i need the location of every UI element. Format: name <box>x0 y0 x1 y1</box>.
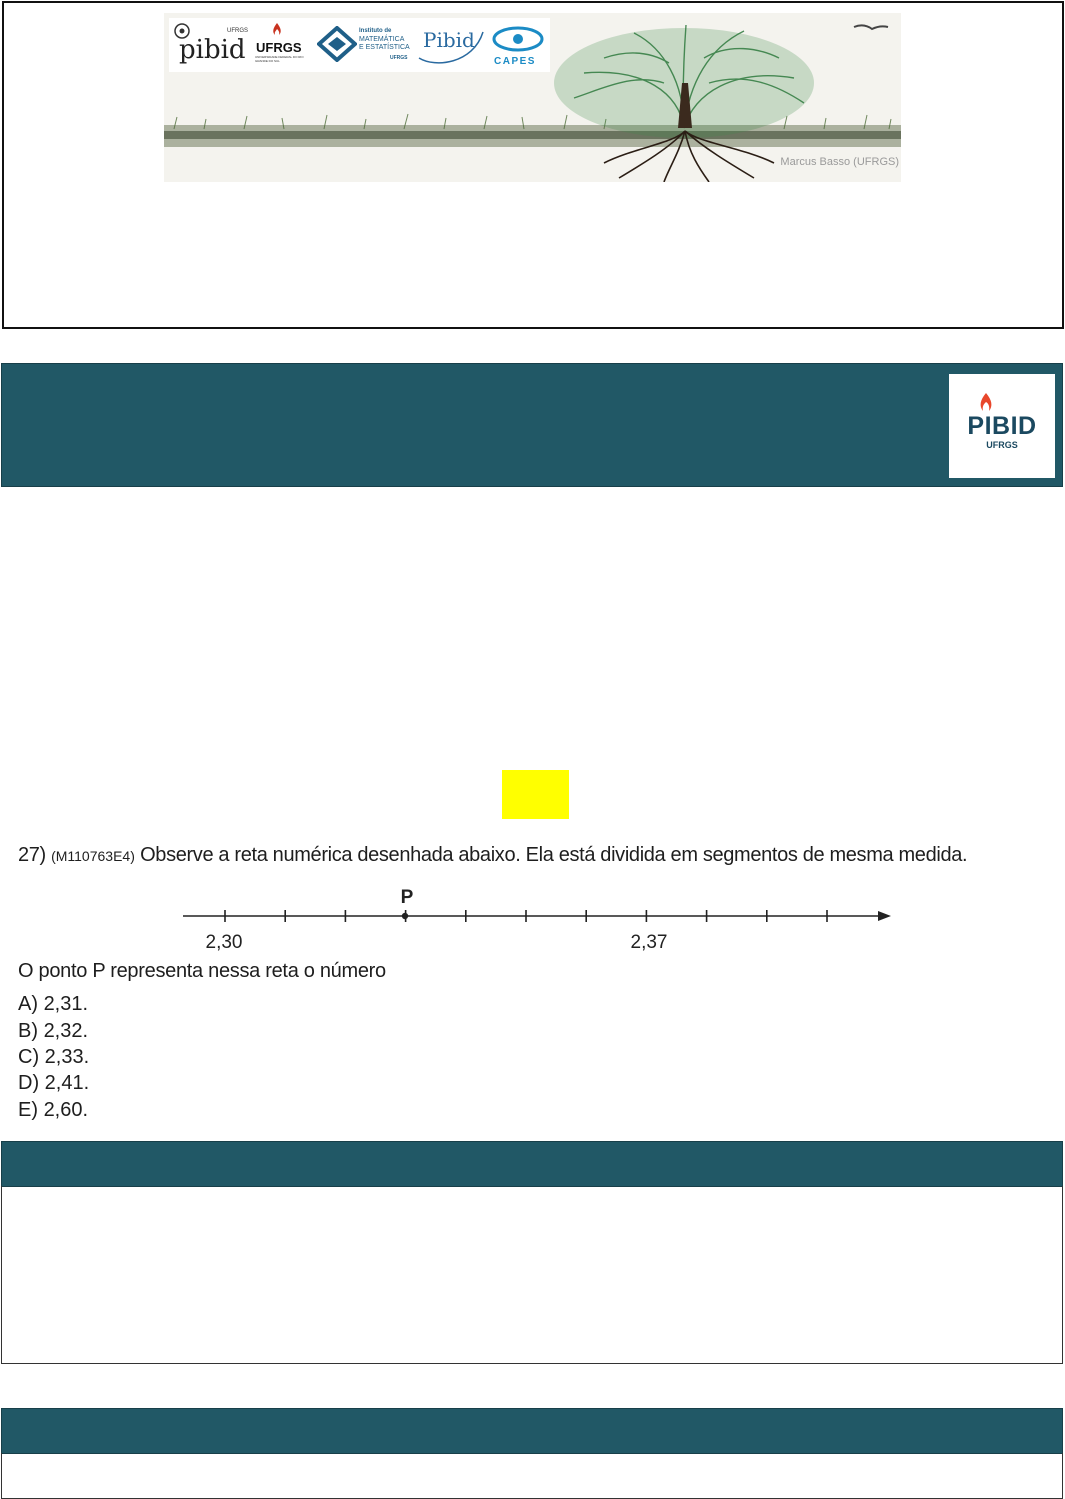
answer-section-body <box>1 1186 1063 1364</box>
option-letter: D) <box>18 1072 40 1094</box>
point-p-label: P <box>400 887 414 908</box>
question-number: 27) <box>18 844 46 866</box>
option-value: 2,60. <box>43 1099 89 1121</box>
answer-section-header <box>1 1141 1063 1187</box>
banner-credit: Marcus Basso (UFRGS) <box>780 156 899 168</box>
question-statement <box>18 844 1063 867</box>
number-line <box>180 880 900 956</box>
question-text: Observe a reta numérica desenhada abaixo. Ela está dividida em segmentos de mesma medida. <box>140 844 968 866</box>
pibid-ufrgs-small: UFRGS <box>227 28 248 34</box>
number-line-arrow-icon <box>878 911 891 921</box>
instituto-line-3: E ESTATÍSTICA <box>359 44 410 51</box>
ufrgs-logo-text: UFRGS <box>256 40 302 55</box>
option-value: 2,33. <box>44 1046 90 1068</box>
ufrgs-flame-icon <box>270 22 284 40</box>
option-d[interactable] <box>18 1072 89 1095</box>
pibid-ufrgs-badge <box>949 374 1055 478</box>
badge-subtitle: UFRGS <box>986 440 1018 450</box>
ufrgs-logo-subtitle: UNIVERSIDADE FEDERAL DO RIO GRANDE DO SUL <box>255 55 304 63</box>
option-letter: B) <box>18 1020 38 1042</box>
yellow-highlight-marker <box>502 770 569 819</box>
option-letter: A) <box>18 993 38 1015</box>
option-letter: C) <box>18 1046 40 1068</box>
option-value: 2,41. <box>44 1072 90 1094</box>
point-p-dot <box>402 913 408 919</box>
section-header-bar <box>1 363 1063 487</box>
instituto-line-4: UFRGS <box>390 55 408 61</box>
option-value: 2,31. <box>43 993 89 1015</box>
option-e[interactable] <box>18 1099 88 1122</box>
question-stem: O ponto P representa nessa reta o número <box>18 960 386 982</box>
instituto-line-1: Instituto de <box>359 28 392 34</box>
instituto-line-2: MATEMÁTICA <box>359 36 405 43</box>
badge-word: PIBID <box>967 412 1037 440</box>
option-c[interactable] <box>18 1046 89 1069</box>
option-value: 2,32. <box>43 1020 89 1042</box>
question-code: (M110763E4) <box>51 848 135 864</box>
instituto-diamond-icon <box>317 26 357 62</box>
option-a[interactable] <box>18 993 88 1016</box>
pibid-script-logo-text: Pibid <box>423 28 475 52</box>
tick-label-start: 2,30 <box>205 932 243 953</box>
option-letter: E) <box>18 1099 38 1121</box>
option-b[interactable] <box>18 1020 88 1043</box>
notes-section-header <box>1 1408 1063 1454</box>
notes-section-body <box>1 1453 1063 1499</box>
tick-label-mid: 2,37 <box>630 932 668 953</box>
partner-logos <box>169 18 550 72</box>
capes-logo-text: CAPES <box>494 56 536 67</box>
capes-icon <box>492 24 544 54</box>
pibid-logo-text: pibid <box>179 35 246 65</box>
